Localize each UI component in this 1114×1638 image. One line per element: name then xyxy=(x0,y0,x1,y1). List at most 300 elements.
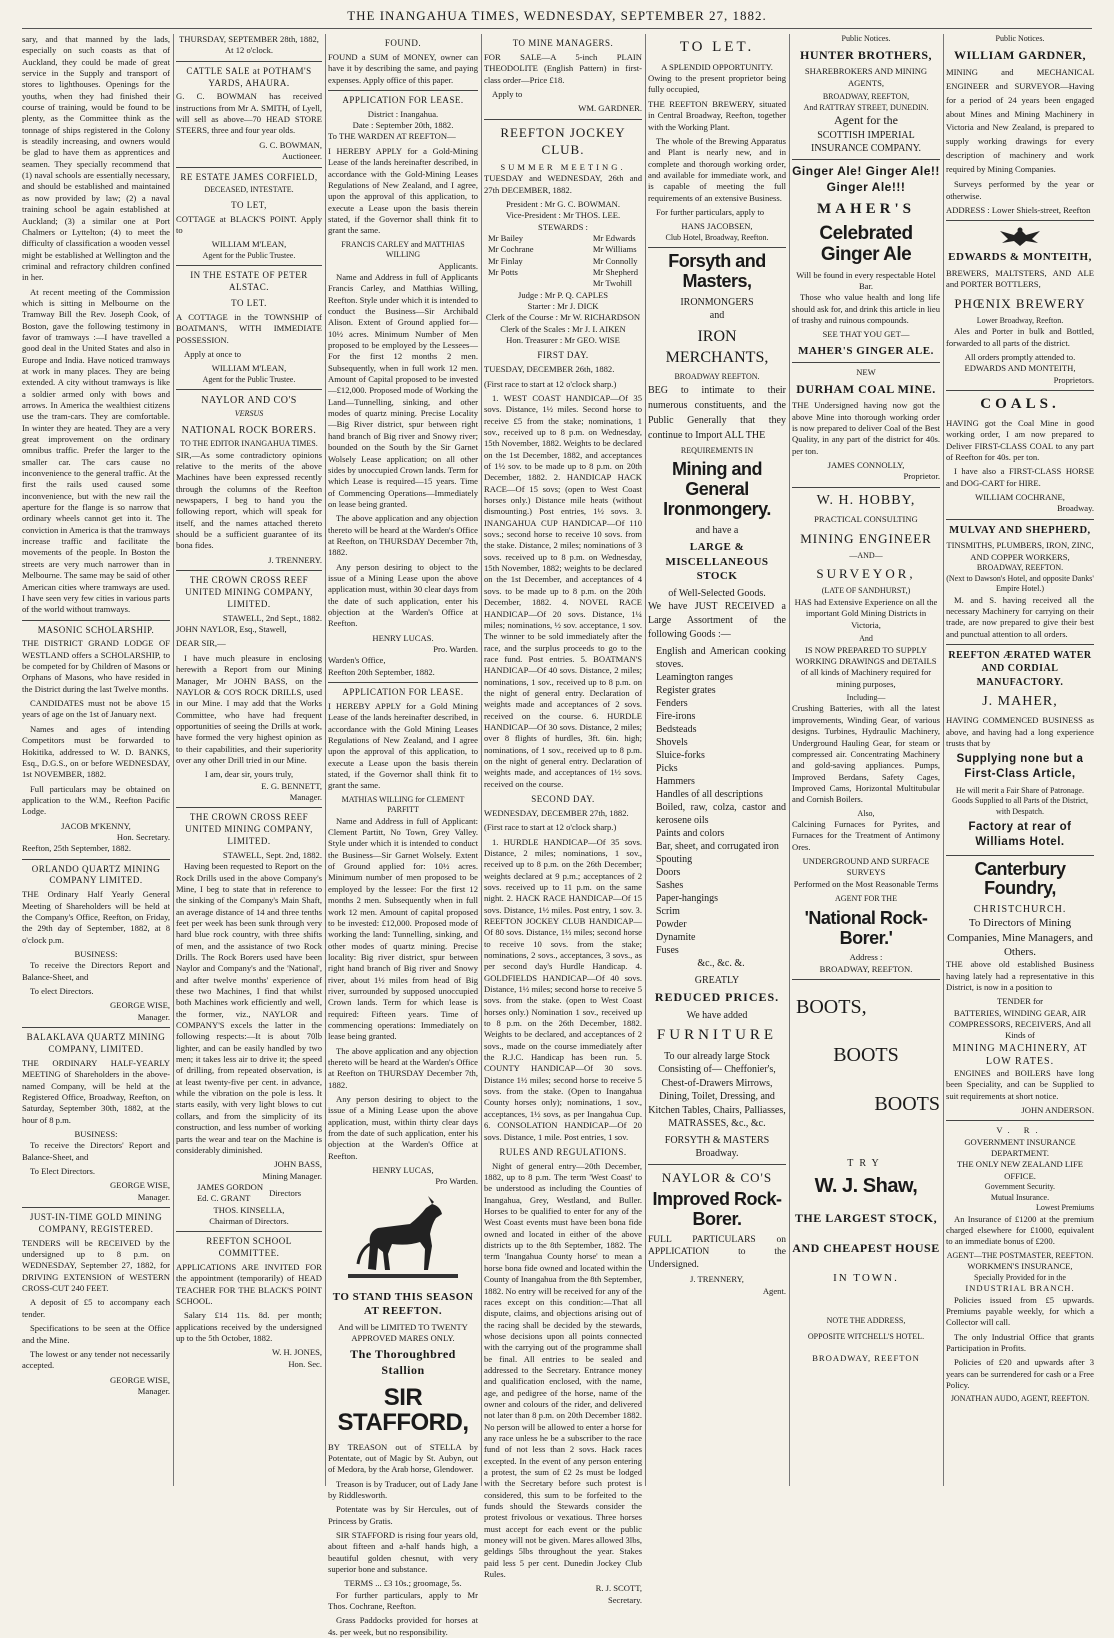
notice-text: To Elect Directors. xyxy=(30,1165,96,1176)
divider xyxy=(176,61,322,62)
notice-heading: NAYLOR AND CO'S xyxy=(201,395,297,407)
notice-text: Ales and Porter in bulk and Bottled, forwarded to all parts of the district. xyxy=(946,326,1094,348)
officer-line: Clerk of the Scales : Mr J. I. AIKEN xyxy=(500,323,626,334)
notice-text: Mutual Insurance. xyxy=(990,1192,1050,1202)
notice-text: FOR SALE—A 5-inch PLAIN THEODOLITE (English Pattern) in first-class order—Price £18. xyxy=(484,51,642,85)
stallion-headline: TO STAND THIS SEASON AT REEFTON. xyxy=(332,1290,474,1318)
notice-text: (Next to Dawson's Hotel, and opposite Danks' Empire Hotel.) xyxy=(946,573,1094,594)
officer-line: Vice-President : Mr THOS. LEE. xyxy=(505,210,621,221)
notice-text: Agent for the xyxy=(834,113,898,128)
notice-text: BY TREASON out of STELLA by Potentate, out of Magic by St. Aubyn, out of Medora, by the Arab horse, Glendower. xyxy=(328,1441,478,1475)
signature: G. C. BOWMAN, xyxy=(259,139,322,150)
notice-text: Surveys performed by the year or otherwise. xyxy=(946,179,1094,201)
signature-title: Proprietors. xyxy=(1053,374,1094,385)
column-2 xyxy=(176,34,322,1486)
notice-text: Also, xyxy=(857,808,875,818)
notice-heading: MASONIC SCHOLARSHIP. xyxy=(37,624,155,635)
notice-text: IS NOW PREPARED TO SUPPLY WORKING DRAWINGS and DETAILS of all kinds of Machinery required for mining purposes, xyxy=(795,644,937,689)
headline: MINING MACHINERY, AT LOW RATES. xyxy=(952,1042,1088,1067)
signature: R. J. SCOTT, xyxy=(595,1583,642,1594)
signature-title: Chairman of Directors. xyxy=(209,1215,289,1226)
notice-text: Any person desiring to object to the issue of a Mining Lease upon the above application, must, within thirty clear days from the date of such application, enter his objection at the Warden's Office at Reefton. xyxy=(328,1094,478,1161)
notice-heading: TO LET. xyxy=(231,298,267,309)
goods-list xyxy=(648,645,786,970)
notice-subheading: DECEASED, INTESTATE. xyxy=(204,185,294,195)
column-3 xyxy=(328,34,478,1637)
signature: GEORGE WISE, xyxy=(110,1374,170,1385)
notice-heading: REEFTON SCHOOL COMMITTEE. xyxy=(206,1236,292,1259)
notice-text: BREWERS, MALTSTERS, AND ALE and PORTER BOTTLERS, xyxy=(946,267,1094,290)
signature-title: Mining Manager. xyxy=(262,1170,322,1181)
notice-text: G. C. BOWMAN has received instructions from Mr A. SMITH, of Lyell, will sell as above—70 HEAD STORE STEERS, three and four year olds. xyxy=(176,91,322,136)
notice-text: Treason is by Traducer, out of Lady Jane by Riddlesworth. xyxy=(328,1478,478,1500)
signature-title: Hon. Sec. xyxy=(288,1358,322,1369)
notice-text: Including— xyxy=(846,692,886,702)
notice-text: Calcining Furnaces for Pyrites, and Furnaces for the Treatment of Antimony Ores. xyxy=(792,819,940,852)
divider xyxy=(946,644,1094,645)
notice-text: To receive the Directors' Report and Balance-Sheet, and xyxy=(22,1140,170,1162)
headline: 'National Rock-Borer.' xyxy=(804,907,928,948)
notice-text: The above application and any objection thereto will be heard at the Warden's Office at Reefton on THURSDAY December 7th, 1882. xyxy=(328,1045,478,1090)
notice-text: Name and Address in full of Applicant: Clement Partitt, No Town, Grey Valley. Style under which it is intended to conduct the Business—Sir Garnet Wolsely. Extent of Ground applied for: 10½ acres. Minimum number of men proposed to be employed by the lessee: For the first 12 months 2 men. Subsequently when in full work 12 men. Amount of capital proposed to be invested: £12,000. Proposed mode of working the land: Tunnelling, sinking, and other modes of quartz mining. Precise locality: Big river district, spur between right hand branch of Big river and Snowy river, about 1½ miles from head of Big river, surrounded by supposed unoccupied Crown lands. Term for which lease is required: Fifteen years. Time of commencing operations: Immediately on lease being granted. xyxy=(328,815,478,1042)
notice-text: —AND— xyxy=(849,550,883,560)
notice-text: Policies of £20 and upwards after 3 years can be surrendered for cash or a Free Policy. xyxy=(946,1357,1094,1390)
signature: W. H. JONES, xyxy=(271,1347,322,1358)
divider xyxy=(22,1027,170,1028)
goods-item: Fuses xyxy=(656,944,679,956)
divider xyxy=(328,682,478,683)
notice-text: SEE THAT YOU GET— xyxy=(822,329,910,340)
notice-heading: The Thoroughbred Stallion xyxy=(350,1347,456,1378)
headline: COALS. xyxy=(980,396,1060,413)
notice-text: GREATLY xyxy=(694,974,740,986)
business-name: W. H. HOBBY, xyxy=(816,492,916,508)
divider xyxy=(22,1207,170,1208)
race-list: 1. HURDLE HANDICAP—Of 35 sovs. Distance, 2 miles; nominations, 1 sov., received up to 8 p.m. on the 26th December; weights declared at 9 p.m.; acceptances of 2 sovs. received up to 11 p.m. on the same night. 2. HACK RACE HANDICAP—Of 15 sovs. Distance, 1½ miles. Post entry, 1 sov. 3. REEFTON JOCKEY CLUB HANDICAP—Of 80 sovs. Distance, 1½ miles; second horse to receive 10 sovs. from the stake; nominations, 2 sovs., acceptances, 3 sovs., as per second day's Hurdle Handicap. 4. GOLDFIELDS HANDICAP—Of 40 sovs. Distance, 1½ miles; second horse to receive 5 sovs. from the stake. (open to West Coast horses only.) Nomination 1 sov., received up to 8 p.m. on the 26th December, 1882. Weights to be declared, and acceptances of 2 sovs., made on the course immediately after the R.J.C. Handicap has been run. 5. COUNTY HANDICAP—Of 30 sovs. Distance 1½ miles; second horse to receive 5 sovs. from the stake. (Open to Inangahua County horses only); nominations, 1 sov., acceptances, 1½ sovs, as per Inangahua Cup. 6. CONSOLATION HANDICAP—Of 20 sovs. Distance, 1 mile. Post entries, 1 sov. xyxy=(484,836,642,1142)
notice-text: All orders promptly attended to. xyxy=(964,352,1076,362)
notice-heading: APPLICATION FOR LEASE. xyxy=(342,94,464,105)
divider xyxy=(328,90,478,91)
day-date: WEDNESDAY, DECEMBER 27th, 1882. xyxy=(484,807,629,818)
notice-text: TENDERS will be RECEIVED by the undersigned up to 8 p.m. on WEDNESDAY, September 27, 1882, for DRIVING EXTENSION of WESTERN CROSS-CUT 240 FEET. xyxy=(22,1237,170,1294)
headline: Factory at rear of Williams Hotel. xyxy=(968,821,1072,849)
notice-text: THE DISTRICT GRAND LODGE OF WESTLAND offers a SCHOLARSHIP, to be competed for by Children of Masons or Orphans of Masons, who have resided in the District during the last Twelve months. xyxy=(22,638,170,694)
officer-line: Judge : Mr P. Q. CAPLES xyxy=(517,289,608,300)
headline: REEFTON ÆRATED WATER AND CORDIAL MANUFACTORY. xyxy=(948,650,1092,688)
business-address: And RATTRAY STREET, DUNEDIN. xyxy=(803,102,929,112)
signature: JOHN BASS, xyxy=(274,1159,322,1170)
directors-block xyxy=(176,1182,322,1205)
officer-line: President : Mr G. C. BOWMAN. xyxy=(505,198,621,209)
headline: GOVERNMENT INSURANCE DEPARTMENT. xyxy=(964,1136,1076,1159)
notice-text: NOTE THE ADDRESS, xyxy=(826,1315,906,1325)
notice-text: SHAREBROKERS AND MINING AGENTS, xyxy=(804,66,928,88)
notice-text: Lowest Premiums xyxy=(1036,1203,1094,1213)
column-divider xyxy=(481,34,482,1486)
signature: Ed. C. GRANT xyxy=(196,1193,251,1204)
signature: JAMES CONNOLLY, xyxy=(827,460,905,471)
column-1 xyxy=(22,34,170,1486)
notice-heading: NATIONAL ROCK BORERS. xyxy=(181,425,317,436)
notice-text: Grass Paddocks provided for horses at 4s. per week, but no responsibility. xyxy=(328,1615,478,1637)
stewards-right: Mr Edwards Mr Williams Mr Connolly Mr Shepherd Mr Twohill xyxy=(592,232,638,289)
officer-line: Hon. Treasurer : Mr GEO. WISE xyxy=(506,335,620,346)
column-divider xyxy=(325,34,326,1486)
notice-text: He will merit a Fair Share of Patronage. xyxy=(956,785,1084,795)
directors-names xyxy=(197,1182,263,1205)
goods-item: Handles of all descriptions xyxy=(656,788,763,800)
goods-item: &c., &c. &. xyxy=(697,957,745,969)
divider xyxy=(946,855,1094,856)
notice-heading: CATTLE SALE at POTHAM'S YARDS, AHAURA. xyxy=(186,65,312,88)
headline: WORKMEN'S INSURANCE, xyxy=(967,1261,1073,1272)
notice-text: REQUIREMENTS IN xyxy=(680,445,754,455)
headline: Ginger Ale! Ginger Ale!! Ginger Ale!!! xyxy=(792,164,940,195)
divider xyxy=(176,167,322,168)
notice-text: BATTERIES, WINDING GEAR, AIR COMPRESSORS, RECEIVERS, And all Kinds of xyxy=(948,1007,1092,1041)
business-address: CHRISTCHURCH. xyxy=(973,904,1067,916)
notice-text: TINSMITHS, PLUMBERS, IRON, ZINC, AND COPPER WORKERS, xyxy=(946,540,1094,562)
goods-item: Register grates xyxy=(656,684,716,696)
notice-text: TUESDAY and WEDNESDAY, 26th and 27th DECEMBER, 1882. xyxy=(484,173,642,195)
notice-text: Address : xyxy=(849,952,883,963)
notice-text: FULL PARTICULARS on APPLICATION to the Undersigned. xyxy=(648,1234,786,1270)
notice-text: Government Security. xyxy=(984,1182,1056,1192)
goods-item: Bedsteads xyxy=(656,723,697,735)
notice-text: APPLICATIONS ARE INVITED FOR the appointment (temporarily) of HEAD TEACHER FOR THE BLACK'S POINT SCHOOL. xyxy=(176,1262,322,1307)
business-name: FORSYTH & MASTERS xyxy=(664,1134,770,1146)
signature: MATHIAS WILLING for CLEMENT PARFITT xyxy=(341,794,465,815)
notice-text: THE above old established Business having lately had a representative in this District, is now in a position to xyxy=(946,959,1094,992)
divider xyxy=(792,159,940,160)
race-note: (First race to start at 12 o'clock sharp.) xyxy=(484,822,617,833)
notice-text: And will be LIMITED TO TWENTY APPROVED MARES ONLY. xyxy=(338,1321,468,1344)
goods-item: Leamington ranges xyxy=(656,671,733,683)
conjunction: and have a xyxy=(695,524,739,536)
headline: BOOTS xyxy=(874,1092,940,1115)
column-7 xyxy=(946,34,1094,1486)
signature: J. TRENNERY, xyxy=(690,1274,744,1285)
article-text: At recent meeting of the Commission which is sitting in Melbourne on the Tramway Bill the Rev. Joseph Cook, of Boston, gave the following testimony in favor of tramways :—I have travelled a good deal in the United States and also in Europe and India. Have noticed tramways at work in many places. They are being extended. A city without tramways is like a soldier armed only with bows and arrows. In America the wealthiest citizens use the tram-cars. They are comfortable. In winter they are heated. They are a very great improvement on the ordinary omnibus traffic. Prefer the larger to the smaller car. The cars cause no inconvenience to the general traffic. At the first the rails used caused some inconvenience, but with the new rail the aperture for the flange is so narrow that ordinary wheels cannot get into it. The conviction in America is that the tramways increase traffic and facilitate the movements of the people. In Boston the streets are very much narrower than in Melbourne. The same may be said of other American cities where tramways are used. I have seen very few cities in various parts of the world without tramways. xyxy=(22,286,170,615)
signature: JONATHAN AUDO, AGENT, REEFTON. xyxy=(950,1394,1090,1404)
notice-text: A deposit of £5 to accompany each tender. xyxy=(22,1297,170,1319)
officer-line: Starter : Mr J. DICK xyxy=(527,301,599,312)
divider xyxy=(648,1164,786,1165)
notice-heading: FOUND. xyxy=(384,38,422,48)
divider xyxy=(176,265,322,266)
notice-text: COTTAGE at BLACK'S POINT. Apply to xyxy=(176,213,322,236)
signature-title: Proprietor. xyxy=(903,471,940,482)
notice-text: The above application and any objection thereto will be heard at the Warden's Office at Reefton, on THURSDAY December 7th, 1882. xyxy=(328,513,478,558)
divider xyxy=(792,979,940,980)
business-address: BROADWAY, REEFTON. xyxy=(819,963,913,974)
notice-text: Names and ages of intending Competitors must be forwarded to Hokitika, addressed to W. D. BANKS, Esq., D.G.S., on or before WEDNESDAY, 1st NOVEMBER, 1882. xyxy=(22,723,170,780)
headline: BOOTS xyxy=(833,1044,899,1067)
divider xyxy=(946,1120,1094,1121)
signature: GEORGE WISE, xyxy=(110,1180,170,1191)
headline: FURNITURE xyxy=(656,1026,778,1043)
masthead: THE INANGAHUA TIMES, WEDNESDAY, SEPTEMBER 27, 1882. xyxy=(347,8,767,23)
goods-item: Paper-hangings xyxy=(656,892,719,904)
column-divider xyxy=(789,34,790,1486)
notice-text: Will be found in every respectable Hotel Bar. xyxy=(796,269,936,291)
notice-heading: TO MINE MANAGERS. xyxy=(512,38,614,48)
business-name: Forsyth and Masters, xyxy=(668,251,766,291)
race-note: (First race to start at 12 o'clock sharp.) xyxy=(484,378,617,389)
notice-text: For further particulars, apply to xyxy=(656,206,765,217)
notice-text: MINING and MECHANICAL ENGINEER and SURVEYOR—Having for a period of 24 years been engaged about Mines and Mining Machinery in Victoria and New Zealand, is prepared to supply working drawings for every description of machinery and work required by Mining Companies. xyxy=(946,67,1094,174)
stallion-engraving-icon xyxy=(348,1194,458,1284)
signature: WILLIAM COCHRANE, xyxy=(975,491,1065,502)
notice-text: Apply at once to xyxy=(184,349,242,360)
notice-heading: THE CROWN CROSS REEF UNITED MINING COMPANY, LIMITED. xyxy=(185,575,313,609)
notice-text: To receive the Directors Report and Balance-Sheet, and xyxy=(22,960,170,982)
notice-text: HAS had Extensive Experience on all the important Gold Mining Districts in Victoria, xyxy=(794,596,938,630)
section-heading: Public Notices. xyxy=(841,34,891,43)
terms-line: TERMS ... £3 10s.; groomage, 5s. xyxy=(344,1578,462,1589)
district-line: District : Inangahua. xyxy=(367,108,439,119)
goods-item: Fire-irons xyxy=(656,710,696,722)
notice-heading: TO LET, xyxy=(231,199,267,210)
signature: WM. GARDNER. xyxy=(578,103,642,114)
notice-text: UNDERGROUND AND SURFACE SURVEYS xyxy=(802,856,930,878)
signature-title: Secretary. xyxy=(607,1594,642,1605)
headline: MAHER'S GINGER ALE. xyxy=(798,344,934,357)
notice-text: To elect Directors. xyxy=(30,986,94,997)
goods-item: Fenders xyxy=(656,697,688,709)
divider xyxy=(946,220,1094,221)
divider xyxy=(946,519,1094,520)
divider xyxy=(648,247,786,248)
rules-heading: RULES AND REGULATIONS. xyxy=(499,1146,627,1157)
notice-text: To our already large Stock Consisting of— Cheffonier's, Chest-of-Drawers Mirrows, Dining, Toilet, Dressing, and Kitchen Tables, Chairs, Palliasses, MATRASSES, &c., &c. xyxy=(648,1050,786,1130)
stewards-label: STEWARDS : xyxy=(538,221,588,232)
signature-title: Agent for the Public Trustee. xyxy=(202,250,296,260)
notice-text: IN TOWN. xyxy=(833,1272,899,1285)
notice-heading: TO LET. xyxy=(679,39,755,55)
notice-date: Reefton, 25th September, 1882. xyxy=(22,843,131,854)
phoenix-emblem-icon xyxy=(998,225,1042,247)
letter-date: STAWELL, Sept. 2nd, 1882. xyxy=(222,849,322,860)
sale-date: THURSDAY, SEPTEMBER 28th, 1882, xyxy=(179,34,319,44)
notice-text: HAVING COMMENCED BUSINESS as above, and having had a long experience trusts that by xyxy=(946,715,1094,748)
letter-text: SIR,—As some contradictory opinions relative to the merits of the above Machines have been expressed recently through the columns of the Reefton newspapers, I beg to hand you the following report, which will speak for itself, and the names attached thereto should be a sufficient guarantee of its bona fides. xyxy=(176,449,322,551)
notice-text: (LATE OF SANDHURST,) xyxy=(821,586,911,596)
goods-item: Spouting xyxy=(656,853,693,865)
notice-text: THE Undersigned having now got the above Mine into thorough working order is now prepared to deliver Coal of the Best Quality, in any part of the district for 40s. per ton. xyxy=(792,400,940,456)
business-name: Canterbury Foundry, xyxy=(974,858,1066,899)
notice-text: BEG to intimate to their numerous constituents, and the Public Generally that they continue to Import ALL THE xyxy=(648,384,786,441)
headline: THE ONLY NEW ZEALAND LIFE OFFICE. xyxy=(956,1159,1084,1181)
notice-text: Specifications to be seen at the Office and the Mine. xyxy=(22,1323,170,1345)
headline: LARGE & MISCELLANEOUS STOCK xyxy=(665,541,769,583)
signature-title: Manager. xyxy=(137,1191,170,1202)
notice-text: For further particulars, apply to Mr Thos. Cochrane, Reefton. xyxy=(328,1589,478,1611)
notice-text: Performed on the Most Reasonable Terms xyxy=(793,878,939,889)
addressee: To THE WARDEN AT REEFTON— xyxy=(328,131,456,142)
notice-text: Apply to xyxy=(492,88,523,99)
signature: HANS JACOBSEN, xyxy=(681,221,753,232)
business-address: BROADWAY REEFTON. xyxy=(674,372,760,382)
letter-text: Having been requested to Report on the Rock Drills used in the above Company's Mine, I beg to state that in reference to the sinking of the Company's Main Shaft, an average distance of 14 and three tenths feet per week has been sunk through very hard blue rock country, with three shifts of men, and the assistance of two Rock Drills. The Rock Borers used have been Naylor and Company's and the 'National', and after twelve months' experience of these two Machines, I find that whilst both Machines work efficiently and well, the former, viz., NAYLOR and COMPANY'S excels the latter in the following respects:—It is about 70lb lighter, and can be easily handled by two men; it takes less air to drive it; the speed of drilling, from repeated observation, is at least twenty-five per cent. in advance, while the vibration on the pole is less. It starts easily, with very light blows to cut collars, and from the simplicity of its construction, and less number of working parts the wear and tear on the Machine is considerably diminished. xyxy=(176,861,322,1155)
headline: BOOTS, xyxy=(796,996,867,1018)
officer-line: Clerk of the Course : Mr W. RICHARDSON xyxy=(485,312,641,323)
signature-title: Applicants. xyxy=(438,260,478,271)
signature: JOHN ANDERSON. xyxy=(1021,1105,1094,1116)
headline: Celebrated Ginger Ale xyxy=(819,222,913,265)
club-heading: REEFTON JOCKEY CLUB. xyxy=(500,124,626,157)
notice-text: SCOTTISH IMPERIAL INSURANCE COMPANY. xyxy=(810,129,922,155)
signature: FRANCIS CARLEY and MATTHIAS WILLING xyxy=(341,239,465,260)
notice-text: TENDER for xyxy=(996,996,1044,1007)
divider xyxy=(484,119,642,120)
notice-text: M. and S. having received all the necessary Machinery for carrying on their trade, are now prepared to give their best and punctual attention to all orders. xyxy=(946,594,1094,639)
signature-title: Hon. Secretary. xyxy=(116,831,170,842)
business-name: HUNTER BROTHERS, xyxy=(799,47,933,62)
notice-heading: IN THE ESTATE OF PETER ALSTAC. xyxy=(190,270,308,293)
notice-heading: RE ESTATE JAMES CORFIELD, xyxy=(180,171,318,182)
signature: EDWARDS AND MONTEITH, xyxy=(964,363,1076,374)
goods-item: Hammers xyxy=(656,775,695,787)
notice-heading: JUST-IN-TIME GOLD MINING COMPANY, REGISTERED. xyxy=(29,1212,163,1234)
signature-title: Manager. xyxy=(137,1011,170,1022)
notice-heading: APPLICATION FOR LEASE. xyxy=(342,687,464,698)
column-5 xyxy=(648,34,786,1486)
letter-closing: I am, dear sir, yours truly, xyxy=(204,769,294,780)
notice-text: I have also a FIRST-CLASS HORSE and DOG-CART for HIRE. xyxy=(946,466,1094,488)
article-text: sary, and that manned by the lads, especially on such coasts as that of Auckland, they could be made of great service in the Supply and transport of stores to lighthouses. Openings for the youths, when they had finished their course of training, would be found to be plenty, as the Committee think as the tonnage of ships registered in the Colony is steadily increasing, and owners would be glad to have them as apprentices and seamen. They specially recommend that (1) naval schools are essentially necessary, and should be established and maintained as now provided by law; (2) a naval training school be again established at Auckland; (3) a similar one at Port Chalmers or Lyttelton; (4) to meet the difficulty of classification a wooden vessel might be established at Wellington and the criminal and refractory children confined in her. xyxy=(22,34,170,283)
goods-item: Sluice-forks xyxy=(656,749,705,761)
masthead-rule xyxy=(22,28,1092,29)
notice-text: ADDRESS : Lower Shiels-street, Reefton xyxy=(946,205,1091,216)
day-heading: SECOND DAY. xyxy=(531,794,595,804)
day-heading: FIRST DAY. xyxy=(537,350,589,361)
section-heading: Public Notices. xyxy=(995,34,1045,43)
signature: WILLIAM M'LEAN, xyxy=(211,363,287,374)
column-divider xyxy=(173,34,174,1486)
business-name: EDWARDS & MONTEITH, xyxy=(948,251,1092,264)
signature-title: Auctioneer. xyxy=(282,151,322,162)
column-divider xyxy=(943,34,944,1486)
divider xyxy=(176,570,322,571)
letter-salutation: DEAR SIR,— xyxy=(176,638,226,649)
notice-text: PRACTICAL CONSULTING xyxy=(814,514,918,525)
headline: DURHAM COAL MINE. xyxy=(796,381,936,396)
business-type: IRON MERCHANTS, xyxy=(665,328,769,367)
divider xyxy=(22,620,170,621)
day-date: TUESDAY, DECEMBER 26th, 1882. xyxy=(484,364,615,375)
signature-title: Agent for the Public Trustee. xyxy=(202,374,296,384)
letter-date: STAWELL, 2nd Sept., 1882. xyxy=(222,612,322,623)
notice-text: Name and Address in full of Applicants Francis Carley, and Matthias Willing, Reefton. Style under which it is intended to conduct the Business—Sir Archibald Alison. Extent of Ground applied for—10½ acres. Minimum Number of Men proposed to be employed by the Lessees—For the first 12 months 2 men. Subsequently, when in full work 12 men. Amount of Capital proposed to be invested—£12,000. Proposed mode of Working the Land—Tunnelling, sinking, and other modes of quartz mining. Precise Locality—Big River district, spur between right hand branch of Big river and Snowy river; bounded on the South by the Sir Garnet Wolsely Lease application; on all other sides by unoccupied Crown lands. Term for which Lease is required—15 years. Time of Commencing Operations—Immediately on lease being granted. xyxy=(328,272,478,509)
business-name: MAHER'S xyxy=(816,201,915,218)
signature-title: Manager. xyxy=(137,1385,170,1396)
business-address: BROADWAY, REEFTON xyxy=(812,1352,920,1363)
signature-title: Pro. Warden. xyxy=(433,644,478,654)
goods-item: Powder xyxy=(656,918,687,930)
headline: PHŒNIX BREWERY xyxy=(954,295,1086,311)
signature: HENRY LUCAS. xyxy=(372,632,434,643)
signature-title: Club Hotel, Broadway, Reefton. xyxy=(665,232,769,242)
column-divider xyxy=(645,34,646,1486)
goods-item: Dynamite xyxy=(656,931,696,943)
headline: REDUCED PRICES. xyxy=(654,989,780,1004)
headline: MINING ENGINEER xyxy=(800,530,932,546)
headline: SURVEYOR, xyxy=(816,566,916,582)
business-name: W. J. Shaw, xyxy=(814,1175,918,1198)
notice-text: Potentate was by Sir Hercules, out of Princess by Gratis. xyxy=(328,1504,478,1526)
notice-text: Salary £14 11s. 8d. per month; applications received by the undersigned up to the 5th October, 1882. xyxy=(176,1310,322,1344)
signature: WILLIAM M'LEAN, xyxy=(211,239,287,250)
divider xyxy=(946,390,1094,391)
notice-text: Goods Supplied to all Parts of the District, with Despatch. xyxy=(952,796,1088,816)
notice-text: Those who value health and long life should ask for, and drink this article in lieu of trashy and ruinous compounds. xyxy=(792,292,940,325)
business-name: NAYLOR & CO'S xyxy=(661,1170,773,1186)
notice-text: Full particulars may be obtained on application to the W.M., Reefton Pacific Lodge. xyxy=(22,783,170,817)
notice-text: THE REEFTON BREWERY, situated in Central Broadway, Reefton, together with the Working Plant. xyxy=(648,98,786,132)
divider xyxy=(792,487,940,488)
notice-text: NEW xyxy=(856,367,876,378)
directors-label: Directors xyxy=(269,1187,302,1198)
notice-text: THE Ordinary Half Yearly General Meeting of Shareholders will be held at the Company's Office, Reefton, on Friday, the 29th day of September, 1882, at 8 o'clock p.m. xyxy=(22,889,170,945)
conjunction: and xyxy=(709,309,725,321)
notice-text: ENGINES and BOILERS have long been Speciality, and can be Supplied to suit requirements at short notice. xyxy=(946,1067,1094,1101)
notice-text: An Insurance of £1200 at the premium charged elsewhere for £1000, equivalent to an immediate bonus of £200. xyxy=(946,1213,1094,1247)
notice-heading: ORLANDO QUARTZ MINING COMPANY LIMITED. xyxy=(31,863,161,886)
versus-label: VERSUS xyxy=(234,409,264,419)
notice-text: FOUND a SUM of MONEY, owner can have it by describing the same, and paying expenses. Apply office of this paper. xyxy=(328,51,478,85)
signature-title: Broadway. xyxy=(1057,503,1094,514)
goods-item: Doors xyxy=(656,866,681,878)
goods-item: Paints and colors xyxy=(656,827,725,839)
date-line: Reefton 20th September, 1882. xyxy=(328,666,435,677)
business-address: Broadway. xyxy=(695,1147,739,1159)
business-name: MULVAY AND SHEPHERD, xyxy=(949,524,1091,536)
column-6 xyxy=(792,34,940,1486)
notice-heading: BALAKLAVA QUARTZ MINING COMPANY, LIMITED. xyxy=(26,1032,166,1054)
headline: Improved Rock-Borer. xyxy=(652,1189,782,1230)
signature: J. TRENNERY. xyxy=(268,554,322,565)
headline: THE LARGEST STOCK, xyxy=(794,1211,938,1226)
notice-text: SIR STAFFORD is rising four years old, about fifteen and a-half hands high, a beautiful golden chesnut, with very superior bone and substance. xyxy=(328,1529,478,1574)
notice-text: AGENT—THE POSTMASTER, REEFTON. xyxy=(946,1250,1094,1260)
signature-title: Manager. xyxy=(289,791,322,802)
signature: THOS. KINSELLA, xyxy=(213,1204,285,1215)
divider xyxy=(792,362,940,363)
notice-text: AGENT FOR THE xyxy=(835,894,897,904)
royal-cipher: V. R. xyxy=(996,1125,1044,1136)
headline: Supplying none but a First-Class Article, xyxy=(956,753,1084,781)
letter-addressee: JOHN NAYLOR, Esq., Stawell, xyxy=(176,624,287,635)
notice-text: Owing to the present proprietor being fully occupied, xyxy=(648,73,786,95)
divider xyxy=(22,859,170,860)
signature-title: Pro Warden. xyxy=(435,1176,478,1187)
signature: E. G. BENNETT, xyxy=(261,780,322,791)
divider xyxy=(176,807,322,808)
signature-title: Agent. xyxy=(762,1285,786,1296)
notice-text: Crushing Batteries, with all the latest improvements, Winding Gear, of various designs. Turbines, Hydraulic Machinery, Underground Hauling Gear, for steam or compressed air. Concentrating Machinery and gold-saving appliances. Pumps, Improved Berdans, Safety Cages, Improved Cams, Horizontal Multitubular and Cornish Boilers. xyxy=(792,703,940,805)
letter-text: I have much pleasure in enclosing herewith a Report from our Mining Manager, Mr JOHN BASS, on the NAYLOR & CO'S ROCK DRILLS, used in our Mine. I may add that the Works Committee, who have had frequent opportunities of seeing the Drills at work, have formed the very highest opinion as to their capabilities, and their superiority over any other Drill tried in our Mine. xyxy=(176,652,322,765)
notice-text: Any person desiring to object to the issue of a Mining Lease upon the above application must, within 30 clear days from the date of such application, enter his objection at the Warden's Office at Reefton. xyxy=(328,561,478,629)
goods-item: English and American cooking stoves. xyxy=(656,645,786,670)
goods-item: Picks xyxy=(656,762,678,774)
meeting-heading: SUMMER MEETING. xyxy=(500,161,626,172)
notice-subheading: A SPLENDID OPPORTUNITY. xyxy=(661,61,773,72)
notice-text: HAVING got the Coal Mine in good working order, I am now prepared to Deliver FIRST-CLASS COAL to any part of Reefton for 40s. per ton. xyxy=(946,417,1094,462)
notice-text: TRY xyxy=(847,1158,885,1170)
divider xyxy=(176,389,322,390)
notice-heading: THE CROWN CROSS REEF UNITED MINING COMPANY, LIMITED. xyxy=(185,812,313,847)
